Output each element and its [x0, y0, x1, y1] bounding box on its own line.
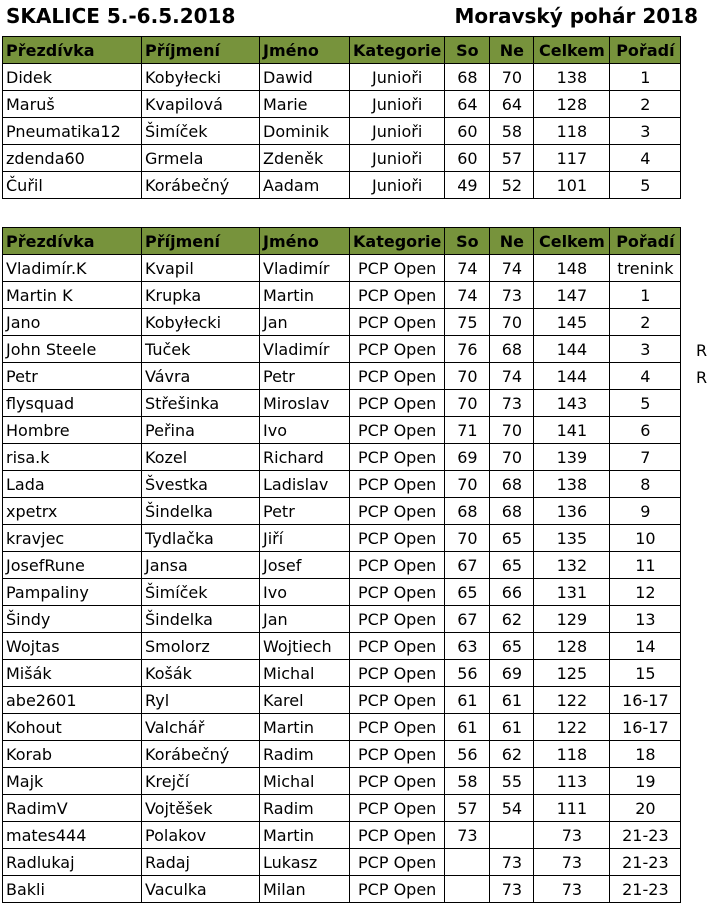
table-row: [3, 714, 681, 741]
table-cell: Radim: [260, 741, 350, 768]
note-mark: R: [696, 368, 708, 387]
table-cell: 73: [490, 849, 534, 876]
table-row: [3, 552, 681, 579]
table-cell: 73: [534, 849, 610, 876]
table-cell: 66: [490, 579, 534, 606]
table-cell: 61: [445, 687, 490, 714]
table-cell: [445, 876, 490, 903]
table-cell: Tydlačka: [142, 525, 260, 552]
table-cell: 61: [490, 714, 534, 741]
table-cell: 71: [445, 417, 490, 444]
table-cell: Vojtěšek: [142, 795, 260, 822]
table-cell: Marie: [260, 91, 350, 118]
table-cell: 9: [610, 498, 681, 525]
table-cell: Jan: [260, 606, 350, 633]
table-cell: PCP Open: [350, 579, 445, 606]
open-table: [2, 227, 681, 903]
table-row: [3, 282, 681, 309]
table-cell: 143: [534, 390, 610, 417]
table-cell: Lukasz: [260, 849, 350, 876]
table-cell: Dominik: [260, 118, 350, 145]
table-cell: Jano: [3, 309, 142, 336]
table-cell: PCP Open: [350, 471, 445, 498]
table-cell: 65: [490, 525, 534, 552]
table-cell: 68: [445, 64, 490, 91]
table-cell: Šimíček: [142, 118, 260, 145]
table-cell: PCP Open: [350, 795, 445, 822]
table-cell: PCP Open: [350, 876, 445, 903]
table-cell: 122: [534, 687, 610, 714]
table-row: [3, 633, 681, 660]
table-cell: 70: [490, 309, 534, 336]
table-cell: Bakli: [3, 876, 142, 903]
column-header: So: [445, 228, 490, 255]
table-cell: Michal: [260, 768, 350, 795]
table-cell: 135: [534, 525, 610, 552]
table-cell: Vladimír: [260, 336, 350, 363]
table-cell: Miroslav: [260, 390, 350, 417]
table-cell: PCP Open: [350, 363, 445, 390]
table-cell: Vladimír.K: [3, 255, 142, 282]
table-cell: 18: [610, 741, 681, 768]
table-cell: Dawid: [260, 64, 350, 91]
table-cell: Hombre: [3, 417, 142, 444]
table-cell: PCP Open: [350, 660, 445, 687]
table-cell: 63: [445, 633, 490, 660]
table-cell: Richard: [260, 444, 350, 471]
table-row: [3, 876, 681, 903]
table-cell: Valchář: [142, 714, 260, 741]
table-cell: PCP Open: [350, 417, 445, 444]
table-cell: kravjec: [3, 525, 142, 552]
table-cell: 70: [490, 417, 534, 444]
column-header: Příjmení: [142, 228, 260, 255]
juniors-table: [2, 36, 681, 199]
table-cell: PCP Open: [350, 336, 445, 363]
table-cell: Ivo: [260, 579, 350, 606]
table-cell: Majk: [3, 768, 142, 795]
table-cell: Kobyłecki: [142, 64, 260, 91]
table-cell: Střešinka: [142, 390, 260, 417]
table-cell: Mišák: [3, 660, 142, 687]
table-cell: 65: [445, 579, 490, 606]
table-cell: PCP Open: [350, 606, 445, 633]
table-cell: flysquad: [3, 390, 142, 417]
table-cell: Jansa: [142, 552, 260, 579]
table-cell: 1: [610, 64, 681, 91]
column-header: Přezdívka: [3, 37, 142, 64]
table-cell: Michal: [260, 660, 350, 687]
table-row: [3, 741, 681, 768]
table-cell: Smolorz: [142, 633, 260, 660]
table-cell: Martin: [260, 822, 350, 849]
table-cell: Šindelka: [142, 498, 260, 525]
table-cell: 19: [610, 768, 681, 795]
table-cell: Junioři: [350, 145, 445, 172]
table-cell: 144: [534, 363, 610, 390]
table-cell: 74: [490, 363, 534, 390]
table-cell: Kohout: [3, 714, 142, 741]
table-row: [3, 118, 681, 145]
table-cell: PCP Open: [350, 687, 445, 714]
table-cell: 64: [490, 91, 534, 118]
table-cell: Peřina: [142, 417, 260, 444]
table-cell: 7: [610, 444, 681, 471]
table-cell: Grmela: [142, 145, 260, 172]
table-cell: PCP Open: [350, 714, 445, 741]
table-cell: zdenda60: [3, 145, 142, 172]
table-row: [3, 309, 681, 336]
table-row: [3, 822, 681, 849]
table-cell: 144: [534, 336, 610, 363]
column-header: Jméno: [260, 228, 350, 255]
table-row: [3, 64, 681, 91]
header-row: [3, 37, 681, 64]
table-cell: JosefRune: [3, 552, 142, 579]
table-cell: 62: [490, 741, 534, 768]
table-cell: 65: [490, 552, 534, 579]
table-cell: 57: [490, 145, 534, 172]
table-cell: John Steele: [3, 336, 142, 363]
table-row: [3, 336, 681, 363]
table-cell: PCP Open: [350, 255, 445, 282]
column-header: Přezdívka: [3, 228, 142, 255]
table-cell: 61: [490, 687, 534, 714]
table-cell: 70: [490, 444, 534, 471]
table-row: [3, 471, 681, 498]
table-cell: 139: [534, 444, 610, 471]
table-cell: 117: [534, 145, 610, 172]
table-cell: 76: [445, 336, 490, 363]
table-cell: 2: [610, 309, 681, 336]
table-cell: abe2601: [3, 687, 142, 714]
table-cell: 141: [534, 417, 610, 444]
table-cell: PCP Open: [350, 822, 445, 849]
table-cell: Petr: [260, 498, 350, 525]
table-cell: 4: [610, 363, 681, 390]
table-cell: 75: [445, 309, 490, 336]
table-cell: Ladislav: [260, 471, 350, 498]
table-cell: mates444: [3, 822, 142, 849]
table-cell: Radlukaj: [3, 849, 142, 876]
table-cell: Martin: [260, 714, 350, 741]
table-cell: 60: [445, 118, 490, 145]
table-cell: Krejčí: [142, 768, 260, 795]
column-header: Ne: [490, 228, 534, 255]
table-cell: [490, 822, 534, 849]
table-cell: 67: [445, 606, 490, 633]
table-cell: 122: [534, 714, 610, 741]
table-cell: 52: [490, 172, 534, 199]
table-cell: 16-17: [610, 687, 681, 714]
table-cell: 20: [610, 795, 681, 822]
table-cell: xpetrx: [3, 498, 142, 525]
table-cell: 74: [445, 255, 490, 282]
table-cell: 128: [534, 633, 610, 660]
table-cell: 5: [610, 172, 681, 199]
table-cell: Polakov: [142, 822, 260, 849]
table-cell: PCP Open: [350, 390, 445, 417]
table-cell: 5: [610, 390, 681, 417]
table-cell: Ryl: [142, 687, 260, 714]
column-header: Kategorie: [350, 37, 445, 64]
table-row: [3, 91, 681, 118]
table-cell: PCP Open: [350, 768, 445, 795]
table-row: [3, 660, 681, 687]
table-cell: 49: [445, 172, 490, 199]
table-cell: Radim: [260, 795, 350, 822]
table-row: [3, 606, 681, 633]
column-header: Ne: [490, 37, 534, 64]
table-cell: 70: [445, 471, 490, 498]
table-cell: 54: [490, 795, 534, 822]
table-cell: 16-17: [610, 714, 681, 741]
table-cell: 61: [445, 714, 490, 741]
table-cell: Šimíček: [142, 579, 260, 606]
table-cell: 10: [610, 525, 681, 552]
table-cell: 14: [610, 633, 681, 660]
table-row: [3, 768, 681, 795]
column-header: Pořadí: [610, 37, 681, 64]
table-cell: RadimV: [3, 795, 142, 822]
open-body: [3, 255, 681, 903]
table-cell: 111: [534, 795, 610, 822]
table-cell: 2: [610, 91, 681, 118]
table-cell: Aadam: [260, 172, 350, 199]
table-cell: Karel: [260, 687, 350, 714]
table-cell: Lada: [3, 471, 142, 498]
table-cell: PCP Open: [350, 552, 445, 579]
table-cell: 73: [534, 822, 610, 849]
table-cell: 73: [490, 876, 534, 903]
table-cell: PCP Open: [350, 309, 445, 336]
table-row: [3, 172, 681, 199]
table-cell: 64: [445, 91, 490, 118]
table-cell: 55: [490, 768, 534, 795]
table-cell: Korábečný: [142, 741, 260, 768]
table-cell: Tuček: [142, 336, 260, 363]
table-cell: 73: [490, 282, 534, 309]
table-cell: Milan: [260, 876, 350, 903]
table-row: [3, 255, 681, 282]
table-cell: risa.k: [3, 444, 142, 471]
table-row: [3, 795, 681, 822]
table-cell: 68: [445, 498, 490, 525]
table-cell: 132: [534, 552, 610, 579]
table-cell: 70: [490, 64, 534, 91]
table-cell: 145: [534, 309, 610, 336]
table-cell: PCP Open: [350, 849, 445, 876]
table-cell: 62: [490, 606, 534, 633]
cup-title: Moravský pohár 2018: [454, 4, 698, 28]
table-cell: PCP Open: [350, 525, 445, 552]
table-cell: 56: [445, 741, 490, 768]
table-cell: 128: [534, 91, 610, 118]
table-cell: 6: [610, 417, 681, 444]
table-cell: PCP Open: [350, 633, 445, 660]
table-cell: Wojtiech: [260, 633, 350, 660]
table-cell: Junioři: [350, 64, 445, 91]
table-cell: 58: [445, 768, 490, 795]
table-cell: 148: [534, 255, 610, 282]
table-cell: Junioři: [350, 172, 445, 199]
table-cell: 70: [445, 363, 490, 390]
table-row: [3, 390, 681, 417]
column-header: Jméno: [260, 37, 350, 64]
table-cell: Pneumatika12: [3, 118, 142, 145]
table-cell: PCP Open: [350, 498, 445, 525]
table-cell: Čuřil: [3, 172, 142, 199]
table-row: [3, 579, 681, 606]
table-cell: 101: [534, 172, 610, 199]
column-header: Celkem: [534, 37, 610, 64]
table-cell: Košák: [142, 660, 260, 687]
table-cell: 21-23: [610, 876, 681, 903]
table-cell: 12: [610, 579, 681, 606]
column-header: Pořadí: [610, 228, 681, 255]
table-cell: Petr: [260, 363, 350, 390]
table-cell: Vladimír: [260, 255, 350, 282]
table-cell: 11: [610, 552, 681, 579]
table-cell: Šindy: [3, 606, 142, 633]
table-cell: 68: [490, 471, 534, 498]
table-cell: 73: [445, 822, 490, 849]
table-cell: Kobyłecki: [142, 309, 260, 336]
table-cell: 147: [534, 282, 610, 309]
header-row: [3, 228, 681, 255]
table-cell: 4: [610, 145, 681, 172]
table-cell: 65: [490, 633, 534, 660]
table-row: [3, 498, 681, 525]
table-cell: Kozel: [142, 444, 260, 471]
table-cell: 60: [445, 145, 490, 172]
table-cell: 113: [534, 768, 610, 795]
table-cell: 1: [610, 282, 681, 309]
table-cell: 70: [445, 525, 490, 552]
table-row: [3, 687, 681, 714]
table-cell: 21-23: [610, 822, 681, 849]
table-row: [3, 417, 681, 444]
table-cell: Korábečný: [142, 172, 260, 199]
event-title: SKALICE 5.-6.5.2018: [6, 4, 236, 28]
column-header: Celkem: [534, 228, 610, 255]
table-cell: 69: [445, 444, 490, 471]
table-cell: 68: [490, 498, 534, 525]
table-row: [3, 444, 681, 471]
table-cell: Radaj: [142, 849, 260, 876]
table-row: [3, 525, 681, 552]
table-cell: 73: [490, 390, 534, 417]
table-cell: 3: [610, 118, 681, 145]
table-cell: 138: [534, 64, 610, 91]
table-cell: Kvapil: [142, 255, 260, 282]
table-cell: 15: [610, 660, 681, 687]
table-cell: Wojtas: [3, 633, 142, 660]
table-cell: 70: [445, 390, 490, 417]
table-cell: Petr: [3, 363, 142, 390]
table-cell: Junioři: [350, 118, 445, 145]
table-cell: 67: [445, 552, 490, 579]
column-header: Příjmení: [142, 37, 260, 64]
table-cell: 68: [490, 336, 534, 363]
table-cell: Jan: [260, 309, 350, 336]
column-header: Kategorie: [350, 228, 445, 255]
table-cell: 129: [534, 606, 610, 633]
table-cell: 74: [445, 282, 490, 309]
juniors-body: [3, 64, 681, 199]
table-cell: Švestka: [142, 471, 260, 498]
table-cell: Junioři: [350, 91, 445, 118]
table-cell: Zdeněk: [260, 145, 350, 172]
table-cell: 136: [534, 498, 610, 525]
table-row: [3, 849, 681, 876]
table-cell: Ivo: [260, 417, 350, 444]
table-row: [3, 145, 681, 172]
table-cell: Didek: [3, 64, 142, 91]
table-cell: Vaculka: [142, 876, 260, 903]
table-cell: 3: [610, 336, 681, 363]
table-cell: 73: [534, 876, 610, 903]
table-cell: Pampaliny: [3, 579, 142, 606]
column-header: So: [445, 37, 490, 64]
table-cell: Josef: [260, 552, 350, 579]
table-cell: Martin K: [3, 282, 142, 309]
table-cell: 74: [490, 255, 534, 282]
note-mark: R: [696, 341, 708, 360]
table-cell: PCP Open: [350, 741, 445, 768]
table-cell: 118: [534, 118, 610, 145]
table-cell: 138: [534, 471, 610, 498]
table-cell: PCP Open: [350, 444, 445, 471]
table-cell: Maruš: [3, 91, 142, 118]
table-cell: 118: [534, 741, 610, 768]
table-cell: Martin: [260, 282, 350, 309]
table-cell: Korab: [3, 741, 142, 768]
table-cell: 69: [490, 660, 534, 687]
table-cell: 125: [534, 660, 610, 687]
table-cell: 13: [610, 606, 681, 633]
table-cell: PCP Open: [350, 282, 445, 309]
table-cell: [445, 849, 490, 876]
table-row: [3, 363, 681, 390]
table-cell: trenink: [610, 255, 681, 282]
table-cell: Šindelka: [142, 606, 260, 633]
table-cell: 8: [610, 471, 681, 498]
table-cell: Vávra: [142, 363, 260, 390]
table-cell: 131: [534, 579, 610, 606]
table-cell: 56: [445, 660, 490, 687]
table-cell: 21-23: [610, 849, 681, 876]
table-cell: Kvapilová: [142, 91, 260, 118]
table-cell: 58: [490, 118, 534, 145]
table-cell: Jiří: [260, 525, 350, 552]
table-cell: Krupka: [142, 282, 260, 309]
table-cell: 57: [445, 795, 490, 822]
